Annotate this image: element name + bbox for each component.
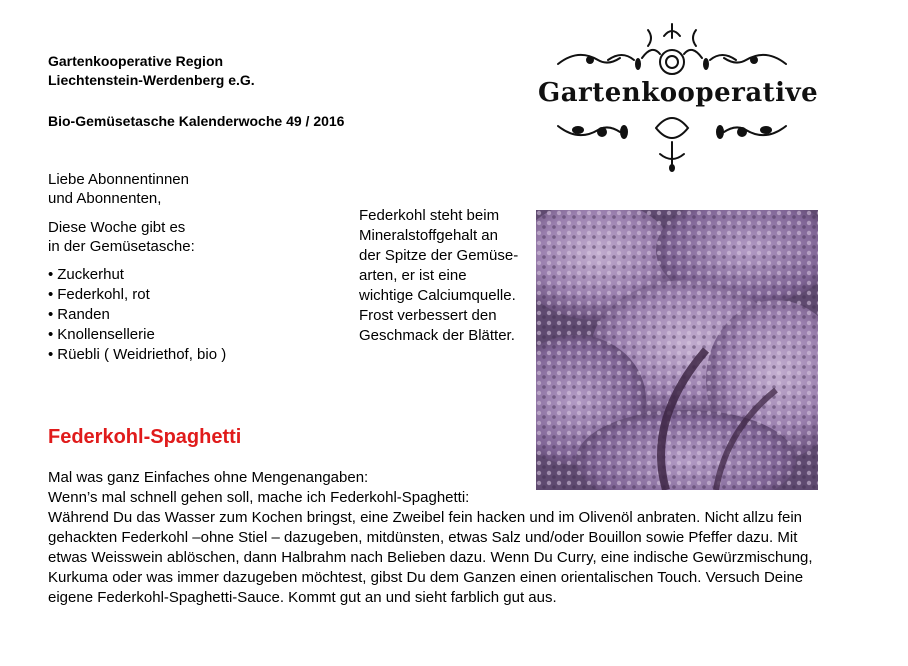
org-line-1: Gartenkooperative Region [48, 53, 224, 69]
recipe-line: gehackten Federkohl –ohne Stiel – dazugeben, mitdünsten, etwas Salz und/oder Bouillon sowie Pfeffer dazu. Mit [48, 529, 798, 546]
greeting [48, 170, 189, 208]
recipe-title: Federkohl-Spaghetti [48, 426, 242, 448]
logo-wordmark: Gartenkooperative [538, 78, 819, 108]
org-line-2: Liechtenstein-Werdenberg e.G. [48, 72, 255, 88]
organization-name [48, 52, 255, 90]
intro-line-1: Diese Woche gibt es [48, 219, 186, 236]
recipe-line: Mal was ganz Einfaches ohne Mengenangaben: [48, 469, 369, 486]
kale-leaves-icon [536, 210, 818, 490]
info-line: Geschmack der Blätter. [359, 327, 515, 344]
greeting-line-1: Liebe Abonnentinnen [48, 171, 189, 188]
info-line: der Spitze der Gemüse- [359, 247, 519, 264]
info-line: Mineralstoffgehalt an [359, 227, 498, 244]
list-item: • Knollensellerie [48, 325, 226, 345]
calendar-week-heading: Bio-Gemüsetasche Kalenderwoche 49 / 2016 [48, 113, 345, 129]
kale-info-text [359, 206, 534, 346]
list-item: • Rüebli ( Weidriethof, bio ) [48, 345, 226, 365]
intro-line-2: in der Gemüsetasche: [48, 238, 195, 255]
recipe-line: Wenn’s mal schnell gehen soll, mache ich Federkohl-Spaghetti: [48, 489, 470, 506]
greeting-line-2: und Abonnenten, [48, 190, 162, 207]
list-item: • Federkohl, rot [48, 285, 226, 305]
recipe-line: etwas Weisswein ablöschen, dann Halbrahm nach Belieben dazu. Wenn Du Curry, eine indische Gewürzmischung, [48, 549, 813, 566]
info-line: arten, er ist eine [359, 267, 467, 284]
info-line: Federkohl steht beim [359, 207, 500, 224]
recipe-line: Kurkuma oder was immer dazugeben möchtest, gibst Du dem Ganzen einen orientalischen Touch. Versuch Deine [48, 569, 804, 586]
red-kale-photo [536, 210, 818, 490]
intro-text [48, 218, 195, 256]
recipe-line: eigene Federkohl-Spaghetti-Sauce. Kommt gut an und sieht farblich gut aus. [48, 589, 557, 606]
info-line: Frost verbessert den [359, 307, 497, 324]
recipe-line: Während Du das Wasser zum Kochen bringst, eine Zweibel fein hacken und im Olivenöl anbraten. Nicht allzu fein [48, 509, 802, 526]
gartenkooperative-logo [538, 20, 819, 172]
list-item: • Zuckerhut [48, 265, 226, 285]
vegetable-list [48, 265, 226, 365]
info-line: wichtige Calciumquelle. [359, 287, 516, 304]
list-item: • Randen [48, 305, 226, 325]
recipe-text [48, 468, 848, 608]
